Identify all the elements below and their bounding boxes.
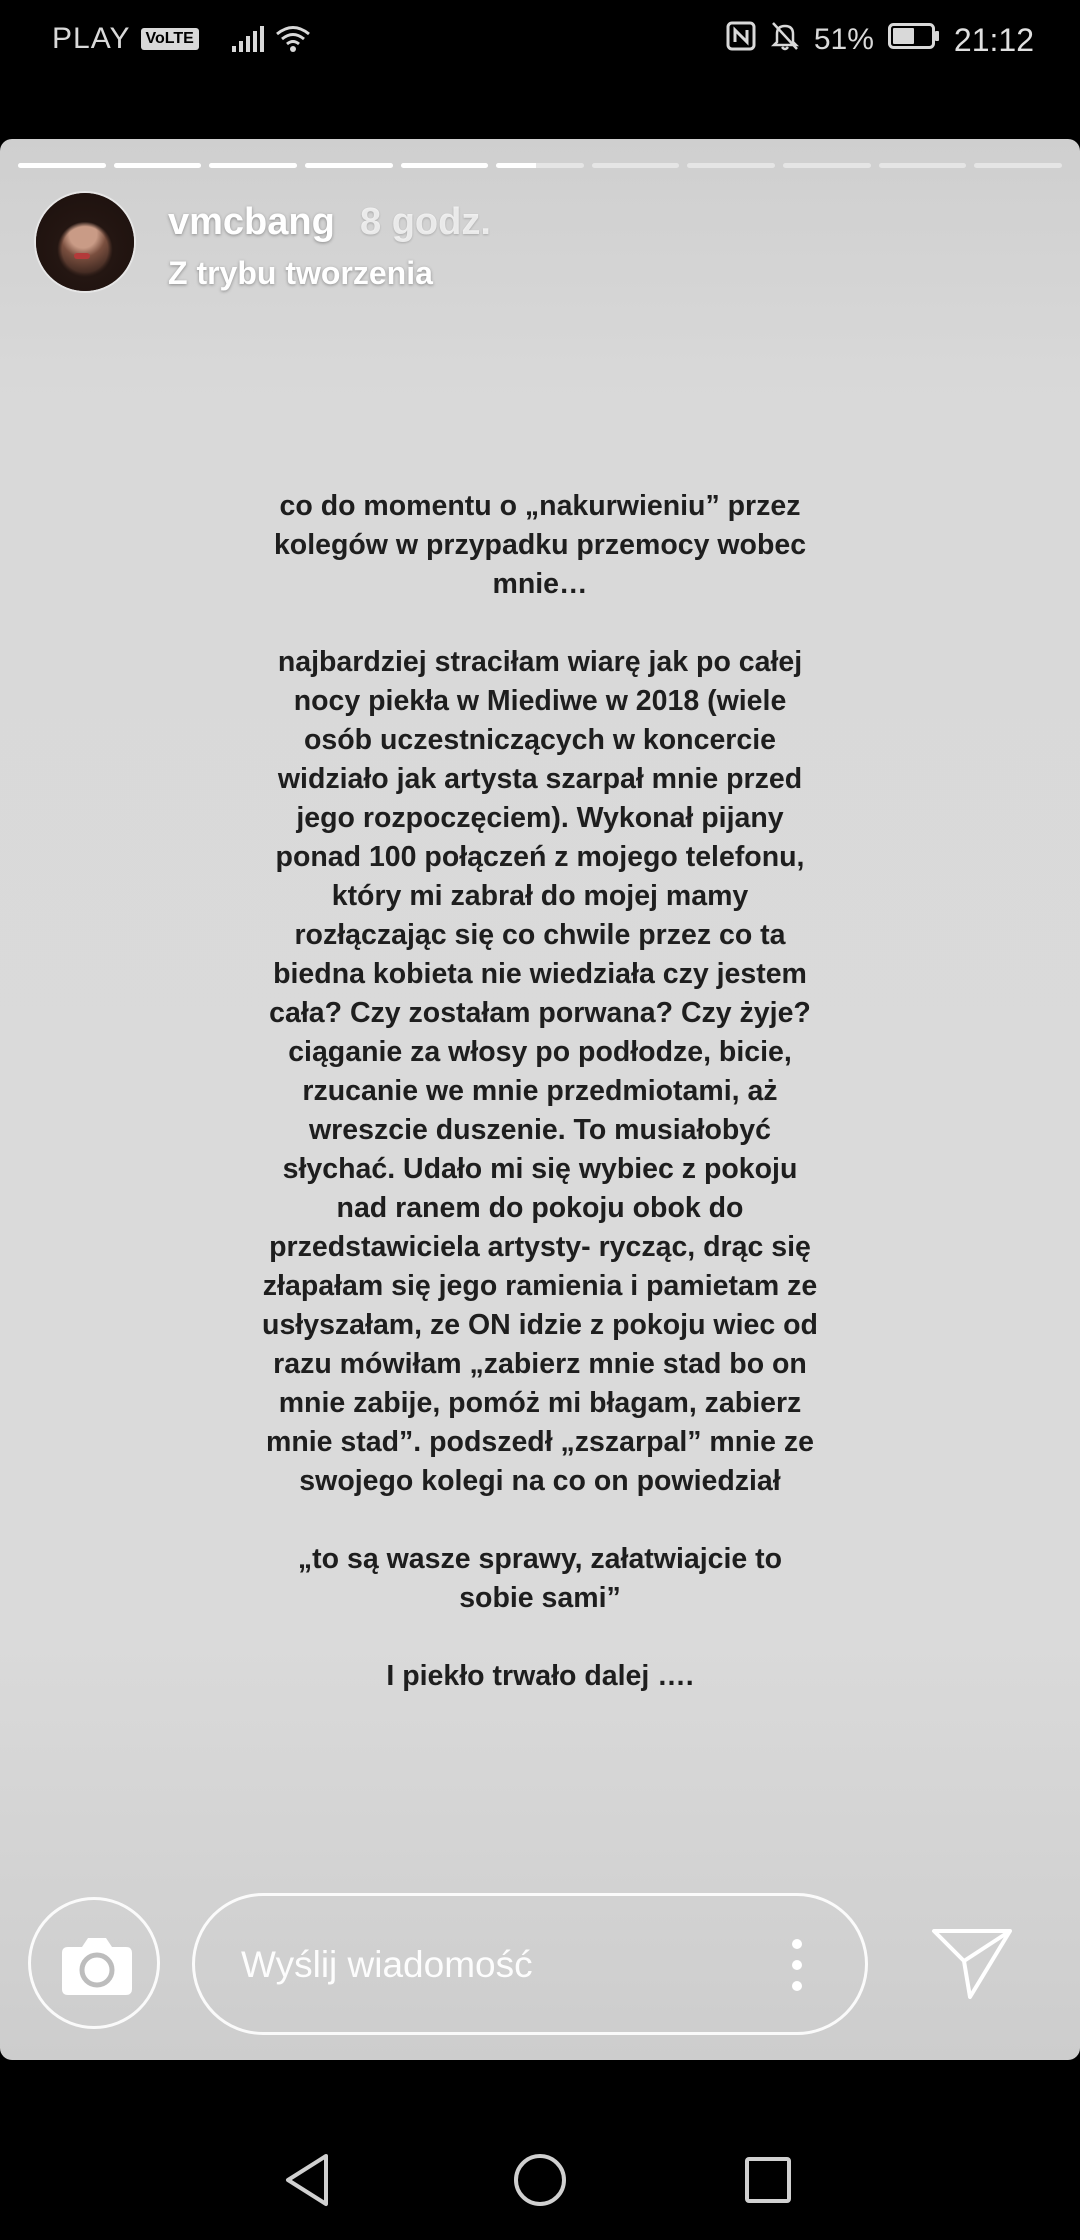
- story-progress-segment: [687, 163, 775, 168]
- story-text-line: złapałam się jego ramienia i pamietam ze: [262, 1270, 818, 1302]
- battery-percent: 51%: [813, 23, 874, 56]
- story-progress-segment: [209, 163, 297, 168]
- story-view[interactable]: [0, 139, 1080, 2060]
- story-text-line: kolegów w przypadku przemocy wobec: [273, 529, 807, 561]
- recent-apps-icon[interactable]: [744, 2156, 792, 2204]
- story-text-line: mnie stad”. podszedł „zszarpal” mnie ze: [266, 1426, 814, 1458]
- story-progress-segment: [114, 163, 202, 168]
- more-vertical-icon[interactable]: [791, 1938, 803, 1992]
- story-text-line: cała? Czy zostałam porwana? Czy żyje?: [269, 997, 811, 1029]
- camera-button[interactable]: [28, 1897, 160, 2029]
- story-progress-bar: [18, 163, 1062, 168]
- story-text-line: razu mówiłam „zabierz mnie stad bo on: [273, 1348, 807, 1380]
- nfc-icon: [726, 21, 756, 59]
- story-progress-segment: [592, 163, 680, 168]
- story-header: [34, 191, 1034, 301]
- story-progress-segment: [974, 163, 1062, 168]
- mute-icon: [770, 20, 800, 60]
- carrier-name: PLAY: [52, 22, 131, 55]
- story-text-line: najbardziej straciłam wiarę jak po całej: [277, 646, 803, 678]
- story-text-line: „to są wasze sprawy, załatwiajcie to: [297, 1543, 783, 1575]
- story-text-line: wreszcie duszenie. To musiałobyć: [309, 1114, 771, 1146]
- story-time-ago: 8 godz.: [360, 201, 491, 243]
- story-progress-segment: [401, 163, 489, 168]
- story-text-line: rozłączając się co chwile przez co ta: [294, 919, 786, 951]
- reply-message-input[interactable]: [192, 1893, 868, 2035]
- reply-placeholder: Wyślij wiadomość: [241, 1944, 533, 1985]
- story-text-line: nocy piekła w Miediwe w 2018 (wiele: [293, 685, 787, 717]
- story-progress-segment: [18, 163, 106, 168]
- send-icon[interactable]: [930, 1925, 1014, 2001]
- story-text-line: usłyszałam, ze ON idzie z pokoju wiec od: [262, 1309, 818, 1341]
- signal-icon: [231, 25, 265, 53]
- back-icon[interactable]: [282, 2152, 332, 2208]
- story-text-line: co do momentu o „nakurwieniu” przez: [279, 490, 801, 522]
- clock: 21:12: [953, 21, 1034, 58]
- story-text-line: [190, 604, 890, 643]
- story-text-line: mnie zabije, pomóż mi błagam, zabierz: [278, 1387, 802, 1419]
- story-text-line: osób uczestniczących w koncercie: [303, 724, 777, 756]
- story-source-label: Z trybu tworzenia: [168, 255, 433, 291]
- story-text-line: sobie sami”: [459, 1582, 621, 1614]
- volte-badge: VoLTE: [141, 28, 199, 50]
- story-text-line: swojego kolegi na co on powiedział: [299, 1465, 781, 1497]
- story-text-line: ciąganie za włosy po podłodze, bicie,: [288, 1036, 792, 1068]
- username[interactable]: vmcbang: [168, 201, 335, 243]
- story-text-line: słychać. Udało mi się wybiec z pokoju: [282, 1153, 798, 1185]
- battery-icon: [888, 23, 940, 57]
- story-text-line: I piekło trwało dalej ….: [386, 1660, 694, 1692]
- home-icon[interactable]: [512, 2152, 568, 2208]
- story-progress-segment: [496, 163, 584, 168]
- story-progress-segment: [783, 163, 871, 168]
- story-progress-segment: [305, 163, 393, 168]
- story-text-line: rzucanie we mnie przedmiotami, aż: [302, 1075, 778, 1107]
- story-text-line: [190, 1501, 890, 1540]
- camera-icon: [60, 1933, 134, 1997]
- wifi-icon: [275, 24, 311, 54]
- story-text: [190, 487, 890, 1696]
- story-text-line: widziało jak artysta szarpał mnie przed: [277, 763, 803, 795]
- story-text-line: ponad 100 połączeń z mojego telefonu,: [275, 841, 805, 873]
- story-text-line: jego rozpoczęciem). Wykonał pijany: [296, 802, 784, 834]
- story-text-line: który mi zabrał do mojej mamy: [331, 880, 749, 912]
- navigation-bar: [0, 2060, 1080, 2240]
- story-text-line: biedna kobieta nie wiedziała czy jestem: [273, 958, 807, 990]
- story-text-line: mnie…: [492, 568, 588, 600]
- story-text-line: [190, 1618, 890, 1657]
- story-text-line: nad ranem do pokoju obok do: [336, 1192, 744, 1224]
- story-progress-segment: [879, 163, 967, 168]
- story-text-line: przedstawiciela artysty- rycząc, drąc się: [269, 1231, 811, 1263]
- avatar[interactable]: [34, 191, 136, 293]
- status-bar: [0, 0, 1080, 82]
